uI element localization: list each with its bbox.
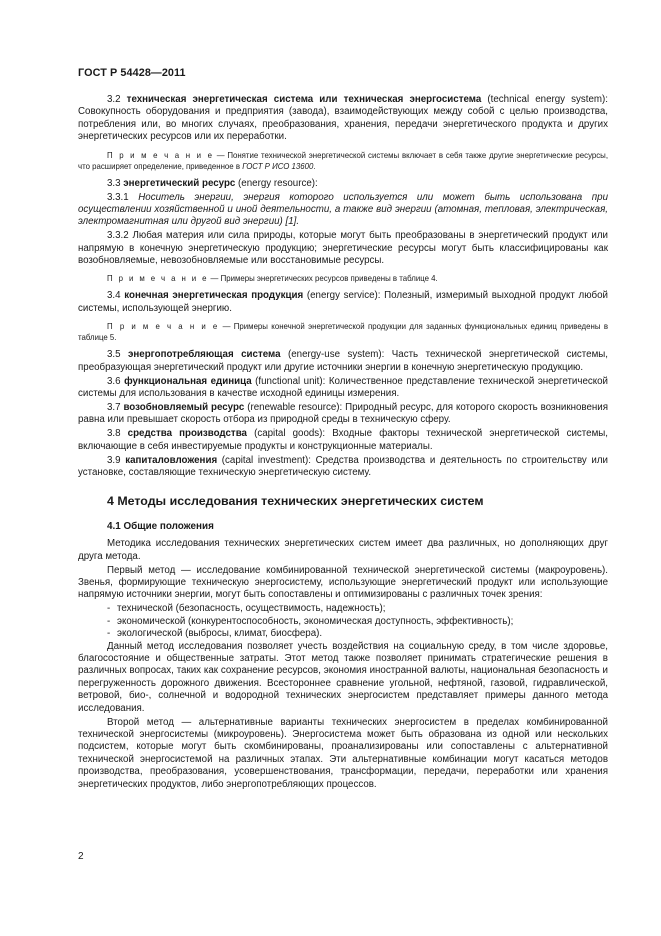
list-item: - экономической (конкурентоспособность, экономическая доступность, эффективность); — [107, 615, 514, 627]
paragraph: Методика исследования технических энергетических систем имеет два различных, но дополняющих друг друга метода. — [78, 538, 608, 562]
definition-3-3: 3.3 энергетический ресурс (energy resource): — [107, 177, 318, 189]
paragraph: Данный метод исследования позволяет учесть воздействия на социальную среду, в том числе здоровье, благосостояние и общественные затраты. Этот метод также позволяет принимать стратегические решения в различных вопросах, таких как сохранение ресурсов, экономия иностранной валюты, национальная безопасность и перегруженность дорожного движения. Всестороннее сравнение угольной, нефтяной, газовой, гидравлической, ветровой, био-, солнечной и водородной технических энергосистем представляет примеры данного метода исследования. — [78, 640, 608, 714]
paragraph: Второй метод — альтернативные варианты технических энергосистем в пределах комбинированной технической энергосистемы (микроуровень). Энергосистема может быть образована из одной или нескольких подсистем, которые могут быть скомбинированы, проанализированы или сопоставлены с альтернативной технической энергосистемой на различных этапах. Эти альтернативные комбинации могут касаться методов производства, преобразования, усовершенствования, трансформации, передачи, переработки или хранения энергетических продуктов, либо энергопотребляющих процессов. — [78, 716, 608, 790]
definition-3-9: 3.9 капиталовложения (capital investment): Средства производства и деятельность по строительству или установке, составляющие техническую энергетическую систему. — [78, 454, 608, 478]
paragraph: Первый метод — исследование комбинированной технической энергетической системы (макроуровень). Звенья, формирующие техническую энергосистему, использующие энергетический продукт или использующие напрямую источники энергии, могут быть сопоставлены и оптимизированы с различных точек зрения: — [78, 564, 608, 601]
note-3-3: П р и м е ч а н и е — Примеры энергетических ресурсов приведены в таблице 4. — [107, 274, 438, 284]
note-3-2: П р и м е ч а н и е — Понятие технической энергетической системы включает в себя также другие энергетические ресурсы, что расширяет определение, приведенное в ГОСТ Р ИСО 13600. — [78, 150, 608, 171]
document-header: ГОСТ Р 54428—2011 — [78, 67, 186, 79]
section-4-heading: 4 Методы исследования технических энергетических систем — [107, 494, 484, 509]
page-number: 2 — [78, 851, 84, 862]
definition-3-2: 3.2 техническая энергетическая система или техническая энергосистема (technical energy system): Совокупность оборудования и предприятия (завода), взаимодействующих между собой с целью производства, потребления или, во многих случаях, преобразования, хранения, передачи энергетического продукта и других энергетических ресурсов или их переработки. — [78, 94, 608, 143]
definition-3-5: 3.5 энергопотребляющая система (energy-use system): Часть технической энергетической системы, преобразующая энергетический продукт или другие источники энергии в конечную энергетическую продукцию. — [78, 349, 608, 373]
term-energy-use-system: энергопотребляющая система — [128, 349, 281, 361]
definition-3-6: 3.6 функциональная единица (functional unit): Количественное представление технической энергетической системы для использования в качестве исходной единицы измерения. — [78, 375, 609, 399]
term-capital-investment: капиталовложения — [125, 454, 218, 466]
note-3-4: П р и м е ч а н и е — Примеры конечной энергетической продукции для заданных функциональных единиц приведены в таблице 5. — [78, 322, 609, 343]
definition-3-3-2: 3.3.2 Любая материя или сила природы, которые могут быть преобразованы в энергетический продукт или напрямую в конечную энергетическую продукцию; энергетические ресурсы могут быть классифицированы как возобновляемые, невозобновляемые или восстановимые ресурсы. — [78, 230, 608, 267]
definition-3-3-1: 3.3.1 Носитель энергии, энергия которого используется или может быть использована при осуществлении хозяйственной и иной деятельности, а также вид энергии (атомная, тепловая, электрическая, электромагнитная или другой вид энергии) [1]. — [78, 191, 608, 228]
term-technical-energy-system: техническая энергетическая система или техническая энергосистема — [126, 94, 482, 105]
criteria-list — [78, 603, 608, 640]
definition-3-8: 3.8 средства производства (capital goods): Входные факторы технической энергетической системы, включающие в себя инвестируемые продукты и конструкционные материалы. — [78, 428, 608, 452]
definition-3-4: 3.4 конечная энергетическая продукция (energy service): Полезный, измеримый выходной продукт любой системы, использующей энергию. — [78, 290, 608, 314]
term-renewable-resource: возобновляемый ресурс — [123, 401, 245, 413]
term-energy-service: конечная энергетическая продукция — [124, 290, 304, 302]
term-energy-resource: энергетический ресурс — [123, 177, 236, 189]
section-4-1-heading: 4.1 Общие положения — [107, 521, 214, 533]
standard-reference: ГОСТ Р ИСО 13600 — [242, 161, 314, 171]
list-item: - экологической (выбросы, климат, биосфера). — [107, 628, 323, 640]
document-body — [78, 94, 608, 792]
definition-3-7: 3.7 возобновляемый ресурс (renewable resource): Природный ресурс, для которого скорость возникновения равна или превышает скорость отбора из природной среды в техническую сферу. — [78, 401, 608, 426]
term-functional-unit: функциональная единица — [124, 375, 252, 387]
term-capital-goods: средства производства — [127, 428, 247, 440]
list-item: - технической (безопасность, осуществимость, надежность); — [107, 603, 386, 615]
